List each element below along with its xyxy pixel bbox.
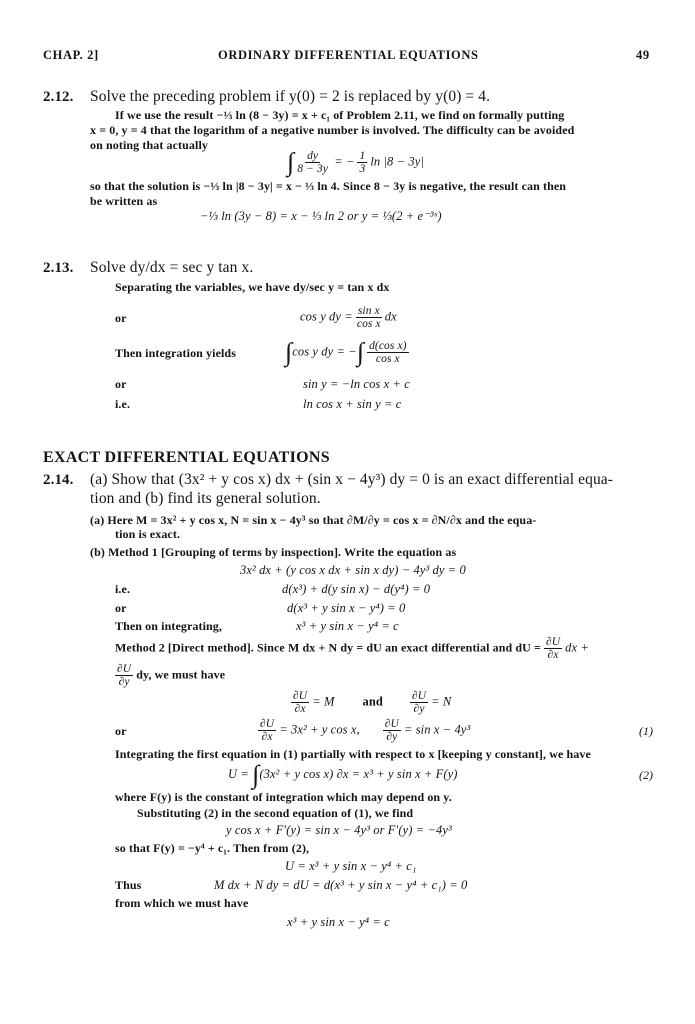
numerator: d(cos x) — [369, 340, 407, 352]
lhs: U = — [228, 766, 249, 781]
denominator: ∂x — [294, 703, 306, 715]
equation-tag: (1) — [639, 724, 653, 738]
lhs: cos y dy = — [300, 309, 353, 324]
equation-tag: (2) — [639, 768, 653, 782]
denominator: ∂y — [413, 703, 425, 715]
text-line: where F(y) is the constant of integration which may depend on y. — [115, 790, 452, 804]
problem-statement: Solve dy/dx = sec y tan x. — [90, 259, 254, 276]
text-line: be written as — [90, 194, 158, 208]
text-line: from which we must have — [115, 896, 249, 910]
rhs: = M — [312, 694, 335, 709]
integral-sign: ∫ — [252, 760, 260, 789]
denominator: 3 — [359, 163, 366, 175]
rhs: = sin x − 4y³ — [403, 722, 471, 737]
integral-sign: ∫ — [287, 147, 295, 177]
rhs: ln |8 − 3y| — [370, 154, 424, 169]
text-line: or — [115, 601, 127, 615]
text-line: on noting that actually — [90, 138, 208, 152]
numerator: ∂U — [384, 718, 399, 730]
numerator: ∂U — [545, 636, 561, 648]
problem-number: 2.13. — [43, 260, 74, 276]
text-line: tion is exact. — [115, 527, 181, 541]
equation: sin y = −ln cos x + c — [303, 377, 410, 391]
problem-statement: (a) Show that (3x² + y cos x) dx + (sin x − 4y³) dy = 0 is an exact differential equa- — [90, 471, 614, 488]
equation: d(x³ + y sin x − y⁴) = 0 — [287, 601, 406, 615]
denominator: ∂y — [118, 676, 130, 688]
denominator: ∂y — [386, 731, 398, 743]
numerator: ∂U — [260, 718, 275, 730]
equation: x³ + y sin x − y⁴ = c — [287, 915, 390, 929]
numerator: sin x — [357, 305, 380, 317]
text-line: i.e. — [115, 397, 131, 411]
numerator: ∂U — [117, 663, 132, 675]
equation — [228, 760, 458, 789]
numerator: ∂U — [411, 690, 427, 702]
equation — [288, 690, 451, 715]
equation: 3x² dx + (y cos x dx + sin x dy) − 4y³ dy = 0 — [240, 563, 466, 577]
text-line: so that F(y) = −y⁴ + c₁. Then from (2), — [115, 841, 310, 855]
problem-number: 2.14. — [43, 472, 74, 488]
problem-statement: tion and (b) find its general solution. — [90, 490, 321, 507]
text-line: If we use the result −⅓ ln (8 − 3y) = x + c₁ of Problem 2.11, we find on formally putting — [115, 108, 565, 122]
page-number: 49 — [636, 48, 650, 62]
denominator: ∂x — [547, 649, 559, 661]
equation: −⅓ ln (3y − 8) = x − ⅓ ln 2 or y = ⅓(2 + e⁻³ˣ) — [200, 209, 442, 223]
text-line: so that the solution is −⅓ ln |8 − 3y| = x − ⅓ ln 4. Since 8 − 3y is negative, the result can then — [90, 179, 567, 193]
equation: d(x³) + d(y sin x) − d(y⁴) = 0 — [282, 582, 431, 596]
equation — [300, 305, 397, 330]
text-line: Separating the variables, we have dy/sec y = tan x dx — [115, 280, 390, 294]
text-line: Then on integrating, — [115, 619, 223, 633]
text-line — [115, 636, 589, 661]
text-line: or — [115, 377, 127, 391]
method2-text: Method 2 [Direct method]. Since M dx + N dy = dU an exact differential and dU = — [115, 640, 541, 655]
denominator: 8 − 3y — [297, 163, 328, 175]
text-line: Substituting (2) in the second equation of (1), we find — [137, 806, 414, 820]
equation: ln cos x + sin y = c — [303, 397, 402, 411]
rhs: (3x² + y cos x) ∂x = x³ + y sin x + F(y) — [259, 766, 458, 781]
denominator: cos x — [356, 318, 381, 330]
text: dx + — [565, 640, 589, 655]
numerator: dy — [307, 150, 319, 162]
equation: y cos x + F′(y) = sin x − 4y³ or F′(y) = −4y³ — [226, 823, 452, 837]
text-line: Integrating the first equation in (1) partially with respect to x [keeping y constant], we have — [115, 747, 591, 761]
text-line: Then integration yields — [115, 346, 236, 360]
rhs: = 3x² + y cos x, — [279, 722, 360, 737]
rhs: dx — [384, 309, 397, 324]
equation: x³ + y sin x − y⁴ = c — [296, 619, 399, 633]
text-line: i.e. — [115, 582, 131, 596]
problem-number: 2.12. — [43, 89, 74, 105]
chapter-label: CHAP. 2] — [43, 48, 99, 62]
numerator: ∂U — [293, 690, 308, 702]
integral-sign: ∫ — [356, 337, 365, 367]
text-line: Thus — [115, 878, 142, 892]
denominator: ∂x — [261, 731, 273, 743]
denominator: cos x — [375, 353, 400, 365]
integral-sign: ∫ — [285, 337, 293, 367]
equation: U = x³ + y sin x − y⁴ + c₁ — [285, 859, 417, 873]
rhs: = N — [431, 694, 452, 709]
text-line — [112, 663, 225, 688]
running-title: ORDINARY DIFFERENTIAL EQUATIONS — [218, 48, 479, 62]
problem-statement: Solve the preceding problem if y(0) = 2 is replaced by y(0) = 4. — [90, 88, 491, 105]
text: dy, we must have — [136, 667, 226, 682]
text-line: (b) Method 1 [Grouping of terms by inspection]. Write the equation as — [90, 545, 457, 559]
equation — [255, 718, 470, 743]
text-line: or — [115, 311, 127, 325]
equation: M dx + N dy = dU = d(x³ + y sin x − y⁴ + c₁) = 0 — [214, 878, 468, 892]
text-line: x = 0, y = 4 that the logarithm of a negative number is involved. The difficulty can be avoided — [90, 123, 575, 137]
equals: = − — [334, 154, 355, 169]
text-line: (a) Here M = 3x² + y cos x, N = sin x − 4y³ so that ∂M/∂y = cos x = ∂N/∂x and the equa- — [90, 513, 537, 527]
section-heading: EXACT DIFFERENTIAL EQUATIONS — [43, 449, 330, 466]
lhs: cos y dy = − — [292, 344, 357, 359]
text-line: or — [115, 724, 127, 738]
equation — [287, 147, 424, 177]
text: and — [362, 694, 383, 709]
numerator: 1 — [359, 150, 366, 162]
equation — [285, 337, 412, 367]
